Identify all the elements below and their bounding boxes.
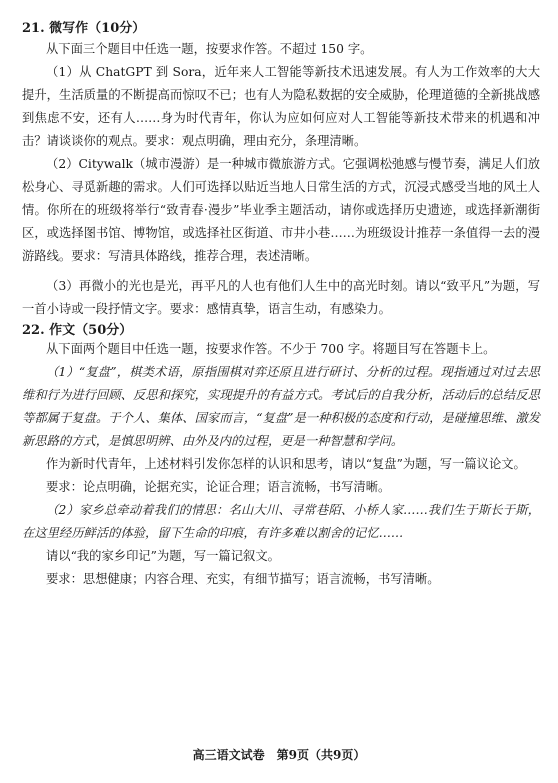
q22-item-1-material: （1）“复盘”，棋类术语，原指围棋对弈还原且进行研讨、分析的过程。现指通过对过去思维和行为进行回顾、反思和探究，实现提升的有益方式。考试后的自我分析，活动后的总结反思等都属于复盘。于个人、集体、国家而言，“复盘”是一种积极的态度和行动，是碰撞思维、激发新思路的方式，是慎思明辨、由外及内的过程，更是一种智慧和学问。 <box>22 365 540 448</box>
q22-item-2-material: （2）家乡总牵动着我们的情思：名山大川、寻常巷陌、小桥人家……我们生于斯长于斯，在这里经历鲜活的体验，留下生命的印痕，有许多难以割舍的记忆…… <box>22 503 540 540</box>
q21-item-3: （3）再微小的光也是光，再平凡的人也有他们人生中的高光时刻。请以“致平凡”为题，写一首小诗或一段抒情文字。要求：感情真挚，语言生动，有感染力。 <box>22 279 540 316</box>
q21-instruction: 从下面三个题目中任选一题，按要求作答。不超过 150 字。 <box>46 42 373 56</box>
q21-item-2: （2）Citywalk（城市漫游）是一种城市微旅游方式。它强调松弛感与慢节奏，满足人们放松身心、寻觅新趣的需求。人们可选择以贴近当地人日常生活的方式，沉浸式感受当地的风土人情。你所在的班级将举行“致青春·漫步”毕业季主题活动，请你或选择历史遗迹，或选择新潮街区，或选择图书馆、博物馆，或选择社区街道、市井小巷……为班级设计推荐一条值得一去的漫游路线。要求：写清具体路线，推荐合理，表述清晰。 <box>22 157 540 263</box>
q22-title: 22. 作文（50分） <box>22 323 133 338</box>
q21-title: 21. 微写作（10分） <box>22 21 146 36</box>
page-footer: 高三语文试卷 第9页（共9页） <box>192 748 366 762</box>
q21-item-1: （1）从 ChatGPT 到 Sora，近年来人工智能等新技术迅速发展。有人为工作效率的大大提升，生活质量的不断提高而惊叹不已；也有人为隐私数据的安全威胁，伦理道德的全新挑战感到焦虑不安，还有人……身为时代青年，你认为应如何应对人工智能等新技术带来的机遇和冲击？请谈谈你的观点。要求：观点明确，理由充分，条理清晰。 <box>22 65 540 148</box>
q22-item-1-prompt: 作为新时代青年，上述材料引发你怎样的认识和思考，请以“复盘”为题，写一篇议论文。 <box>46 457 526 471</box>
q22-item-2-requirement: 要求：思想健康；内容合理、充实，有细节描写；语言流畅，书写清晰。 <box>46 572 440 586</box>
q22-item-1-requirement: 要求：论点明确，论据充实，论证合理；语言流畅，书写清晰。 <box>46 480 391 494</box>
q22-item-2-prompt: 请以“我的家乡印记”为题，写一篇记叙文。 <box>46 549 280 563</box>
q22-instruction: 从下面两个题目中任选一题，按要求作答。不少于 700 字。将题目写在答题卡上。 <box>46 342 496 356</box>
